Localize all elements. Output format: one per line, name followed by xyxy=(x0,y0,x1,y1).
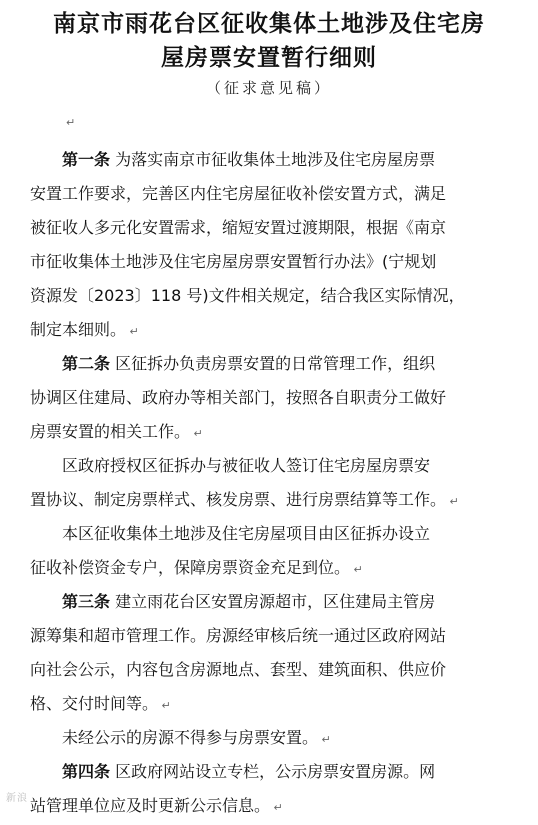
paragraph-text: 制定本细则。 xyxy=(30,320,127,339)
paragraph-line xyxy=(30,245,496,279)
paragraph-line xyxy=(30,687,496,723)
paragraph-line xyxy=(30,653,496,687)
paragraph-line xyxy=(62,143,528,177)
paragraph-text: 安置工作要求，完善区内住宅房屋征收补偿安置方式，满足 xyxy=(30,184,447,203)
paragraph-mark-icon: ↵ xyxy=(446,495,459,508)
paragraph-line xyxy=(30,483,496,519)
paragraph-text: 资源发〔2023〕118 号)文件相关规定，结合我区实际情况， xyxy=(30,286,465,305)
paragraph-text: 区征拆办负责房票安置的日常管理工作，组织 xyxy=(115,354,436,373)
paragraph-line xyxy=(30,279,496,313)
paragraph-line xyxy=(62,721,528,757)
paragraph-mark-icon: ↵ xyxy=(350,563,363,576)
paragraph-line xyxy=(30,177,496,211)
paragraph-line xyxy=(30,619,496,653)
paragraph-line xyxy=(30,381,496,415)
paragraph-text: 被征收人多元化安置需求，缩短安置过渡期限，根据《南京 xyxy=(30,218,447,237)
paragraph-line xyxy=(30,551,496,587)
paragraph-mark-icon: ↵ xyxy=(190,427,203,440)
paragraph-text: 市征收集体土地涉及住宅房屋房票安置暂行办法》(宁规划 xyxy=(30,252,437,271)
paragraph-text: 源筹集和超市管理工作。房源经审核后统一通过区政府网站 xyxy=(30,626,447,645)
paragraph-text: 协调区住建局、政府办等相关部门，按照各自职责分工做好 xyxy=(30,388,447,407)
paragraph-text: 向社会公示，内容包含房源地点、套型、建筑面积、供应价 xyxy=(30,660,447,679)
paragraph-line xyxy=(30,789,496,825)
paragraph-line xyxy=(30,313,496,349)
document-title-line-2: 屋房票安置暂行细则 xyxy=(161,45,377,71)
paragraph-line xyxy=(62,347,528,381)
watermark: 新浪 xyxy=(6,793,28,804)
paragraph-text: 房票安置的相关工作。 xyxy=(30,422,191,441)
paragraph-line xyxy=(62,755,528,789)
paragraph-text: 区政府网站设立专栏，公示房票安置房源。网 xyxy=(115,762,436,781)
paragraph-line xyxy=(62,585,528,619)
paragraph-text: 建立雨花台区安置房源超市，区住建局主管房 xyxy=(115,592,436,611)
paragraph-text: 站管理单位应及时更新公示信息。 xyxy=(30,796,271,815)
paragraph-line xyxy=(62,449,528,483)
paragraph-text: 未经公示的房源不得参与房票安置。 xyxy=(62,728,319,747)
document-subtitle: （征求意见稿） xyxy=(205,79,332,97)
paragraph-mark-icon: ↵ xyxy=(158,699,171,712)
paragraph-text: 为落实南京市征收集体土地涉及住宅房屋房票 xyxy=(115,150,436,169)
paragraph-line xyxy=(30,415,496,451)
article-heading: 第三条 xyxy=(62,592,111,611)
paragraph-mark-icon: ↵ xyxy=(270,801,283,814)
paragraph-text: 格、交付时间等。 xyxy=(30,694,159,713)
paragraph-mark-icon: ↵ xyxy=(66,116,76,129)
paragraph-text: 征收补偿资金专户，保障房票资金充足到位。 xyxy=(30,558,351,577)
article-heading: 第一条 xyxy=(62,150,111,169)
article-heading: 第四条 xyxy=(62,762,111,781)
paragraph-line xyxy=(62,517,528,551)
paragraph-line xyxy=(30,211,496,245)
paragraph-mark-icon: ↵ xyxy=(126,325,139,338)
article-heading: 第二条 xyxy=(62,354,111,373)
document-title-line-1: 南京市雨花台区征收集体土地涉及住宅房 xyxy=(53,11,485,37)
paragraph-text: 区政府授权区征拆办与被征收人签订住宅房屋房票安 xyxy=(62,456,431,475)
paragraph-text: 置协议、制定房票样式、核发房票、进行房票结算等工作。 xyxy=(30,490,447,509)
paragraph-text: 本区征收集体土地涉及住宅房屋项目由区征拆办设立 xyxy=(62,524,431,543)
paragraph-mark-icon: ↵ xyxy=(318,733,331,746)
